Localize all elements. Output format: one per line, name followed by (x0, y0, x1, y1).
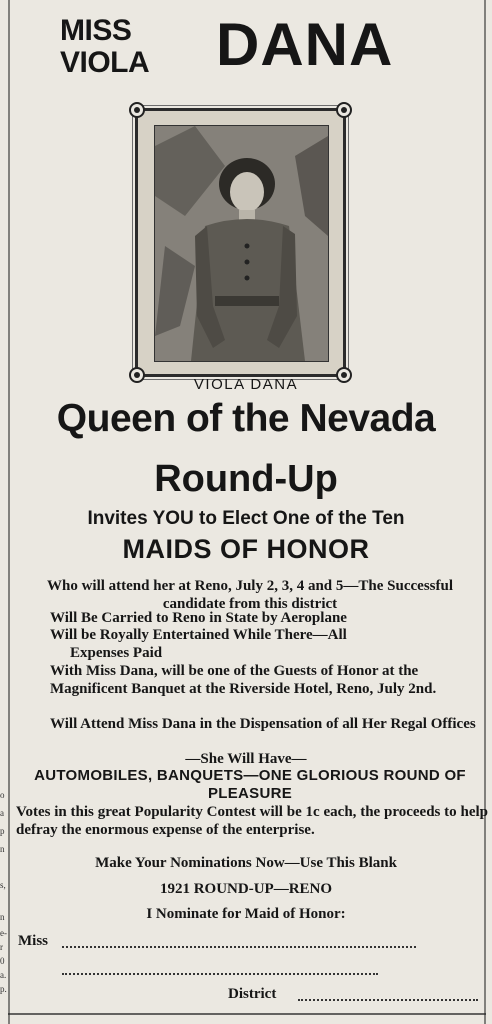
subheadline-maids-of-honor: MAIDS OF HONOR (122, 534, 370, 564)
headline-roundup: Round-Up (154, 458, 338, 500)
paragraph-banquet: With Miss Dana, will be one of the Guests of Honor at the Magnificent Banquet at the Riverside Hotel, Reno, July 2nd. (50, 663, 437, 697)
margin-fragment: 0 (0, 956, 5, 966)
margin-fragment: e- (0, 928, 7, 938)
header-viola: VIOLA (60, 46, 150, 79)
miss-label: Miss (18, 933, 48, 949)
ad-header (56, 12, 476, 82)
frame-corner-ornament (335, 101, 353, 119)
paragraph-nominate: I Nominate for Maid of Honor: (146, 906, 346, 922)
portrait-photo (154, 125, 329, 362)
paragraph-regal-offices: Will Attend Miss Dana in the Dispensation of all Her Regal Offices (50, 716, 476, 732)
margin-fragment: o (0, 790, 5, 800)
paragraph-votes: Votes in this great Popularity Contest will be 1c each, the proceeds to help defray the enormous expense of the enterprise. (16, 804, 488, 838)
margin-fragment: p. (0, 984, 7, 994)
paragraph-entertained: Will be Royally Entertained While There—All (50, 627, 347, 643)
margin-fragment: n (0, 912, 5, 922)
margin-fragment: n (0, 844, 5, 854)
miss-address-field[interactable] (62, 972, 378, 975)
miss-name-field[interactable] (62, 945, 416, 948)
district-label: District (228, 986, 277, 1002)
portrait-caption: VIOLA DANA (193, 376, 299, 393)
paragraph-roundup-reno: 1921 ROUND-UP—RENO (159, 881, 333, 897)
paragraph-attend: Who will attend her at Reno, July 2, 3, 4 and 5—The Successful candidate from this district (46, 578, 453, 612)
margin-fragment: s, (0, 880, 6, 890)
margin-fragment: a (0, 808, 4, 818)
paragraph-nominations: Make Your Nominations Now—Use This Blank (95, 855, 397, 871)
headline-queen: Queen of the Nevada (56, 397, 436, 440)
paragraph-automobiles: AUTOMOBILES, BANQUETS—ONE GLORIOUS ROUND OF PLEASURE (34, 767, 466, 802)
paragraph-she-will-have: —She Will Have— (185, 751, 307, 767)
margin-fragment: a. (0, 970, 7, 980)
margin-fragment: r (0, 942, 3, 952)
paragraph-expenses: Expenses Paid (70, 645, 163, 661)
header-miss: MISS (60, 14, 132, 47)
portrait-frame (135, 108, 346, 377)
woman-portrait-illustration (155, 126, 328, 361)
bottom-rule (8, 1013, 486, 1015)
frame-corner-ornament (128, 101, 146, 119)
district-field[interactable] (298, 998, 478, 1001)
margin-fragment: p (0, 826, 5, 836)
paragraph-aeroplane: Will Be Carried to Reno in State by Aeroplane (50, 610, 347, 626)
subheadline-invites: Invites YOU to Elect One of the Ten (87, 508, 405, 529)
header-dana: DANA (216, 11, 394, 78)
